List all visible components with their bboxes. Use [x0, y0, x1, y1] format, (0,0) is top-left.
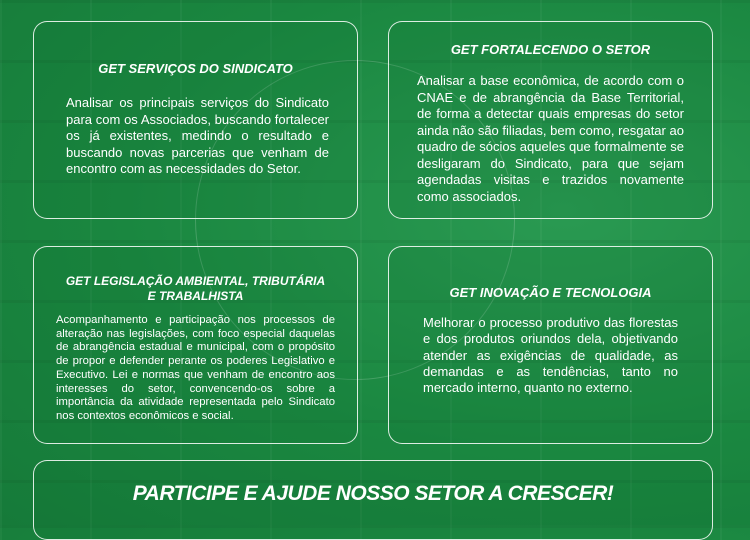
card-body: Analisar os principais serviços do Sindicato para com os Associados, buscando fortalecer os já existentes, medindo o resultado e buscando novas parcerias que venham de encontro com as necessidades do Setor.	[66, 95, 329, 176]
card-title: GET SERVIÇOS DO SINDICATO	[98, 61, 293, 76]
card-inovacao-tecnologia	[388, 246, 713, 444]
card-legislacao	[33, 246, 358, 444]
call-to-action-banner	[33, 460, 713, 540]
call-to-action-text: PARTICIPE E AJUDE NOSSO SETOR A CRESCER!	[132, 482, 614, 505]
card-title: GET FORTALECENDO O SETOR	[450, 42, 651, 57]
card-title: GET LEGISLAÇÃO AMBIENTAL, TRIBUTÁRIA E TRABALHISTA	[65, 274, 326, 303]
card-servicos-sindicato	[33, 21, 358, 219]
card-title: GET INOVAÇÃO E TECNOLOGIA	[449, 285, 652, 300]
card-fortalecendo-setor	[388, 21, 713, 219]
card-body: Melhorar o processo produtivo das florestas e dos produtos oriundos dela, objetivando atender as exigências de qualidade, as demandas e as tendências, tanto no mercado interno, quanto no externo.	[423, 315, 678, 396]
card-body: Analisar a base econômica, de acordo com o CNAE e de abrangência da Base Territorial, de forma a detectar quais empresas do setor ainda não são filiadas, bem como, resgatar ao quadro de sócios aqueles que formalmente se desligaram do Sindicato, para que sejam agendadas visitas e trazidos novamente como associados.	[417, 73, 684, 204]
card-body: Acompanhamento e participação nos processos de alteração nas legislações, com foco especial daquelas de abrangência estadual e municipal, com o propósito de propor e defender perante os poderes Legislativo e Executivo. Lei e normas que venham de encontro aos interesses do setor, convencendo-os sobre a importância da atividade representada pelo Sindicato nos contextos econômicos e social.	[56, 314, 335, 422]
